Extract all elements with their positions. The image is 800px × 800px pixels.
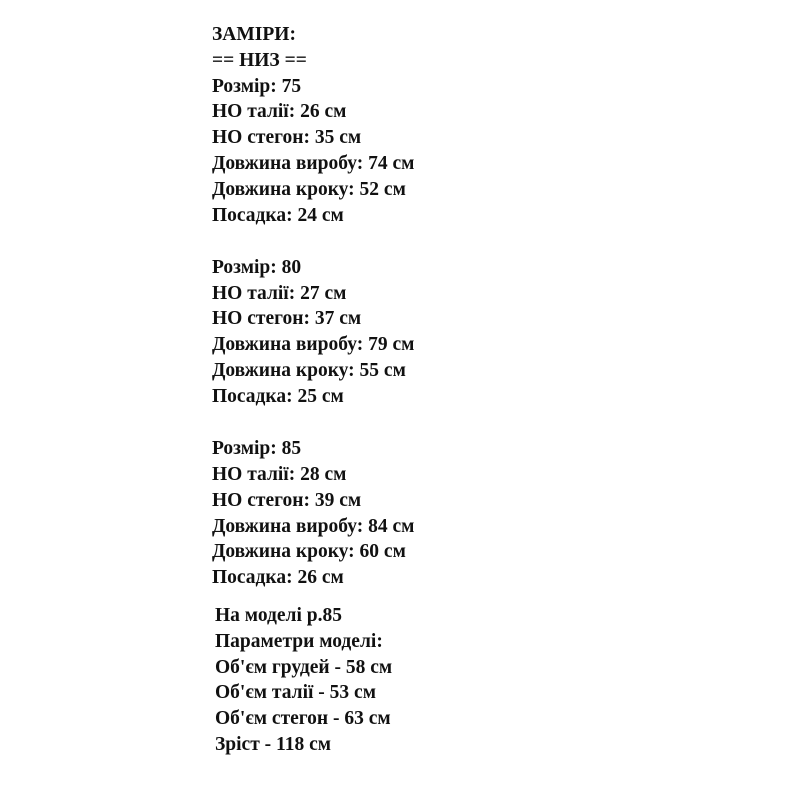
size-label: Розмір: 85 — [212, 438, 302, 460]
measurements-document — [212, 22, 414, 591]
size-block-80 — [212, 255, 414, 410]
block-spacer — [212, 228, 414, 255]
model-params-title: Параметри моделі: — [215, 630, 383, 652]
section-heading-bottom: == НИЗ == — [212, 49, 307, 71]
document-title: ЗАМІРИ: — [212, 24, 296, 45]
rise-measurement: Посадка: 25 см — [212, 385, 344, 407]
hips-measurement: НО стегон: 39 см — [212, 489, 362, 511]
hips-measurement: НО стегон: 35 см — [212, 127, 362, 149]
length-measurement: Довжина виробу: 79 см — [212, 334, 415, 356]
size-label: Розмір: 75 — [212, 75, 302, 97]
size-block-85 — [212, 436, 414, 591]
model-chest: Об'єм грудей - 58 см — [215, 656, 393, 678]
size-label: Розмір: 80 — [212, 256, 302, 278]
waist-measurement: НО талії: 26 см — [212, 101, 347, 123]
length-measurement: Довжина виробу: 84 см — [212, 515, 415, 537]
rise-measurement: Посадка: 26 см — [212, 567, 344, 589]
hips-measurement: НО стегон: 37 см — [212, 308, 362, 330]
block-spacer — [212, 410, 414, 437]
waist-measurement: НО талії: 27 см — [212, 282, 347, 304]
waist-measurement: НО талії: 28 см — [212, 463, 347, 485]
model-hips: Об'єм стегон - 63 см — [215, 708, 391, 730]
size-block-75 — [212, 74, 414, 229]
model-waist: Об'єм талії - 53 см — [215, 682, 376, 704]
rise-measurement: Посадка: 24 см — [212, 204, 344, 226]
inseam-measurement: Довжина кроку: 60 см — [212, 541, 406, 563]
length-measurement: Довжина виробу: 74 см — [212, 152, 415, 174]
model-height: Зріст - 118 см — [215, 733, 332, 755]
inseam-measurement: Довжина кроку: 52 см — [212, 178, 406, 200]
model-size-note: На моделі р.85 — [215, 605, 342, 626]
inseam-measurement: Довжина кроку: 55 см — [212, 360, 406, 382]
model-parameters-block — [215, 603, 392, 758]
